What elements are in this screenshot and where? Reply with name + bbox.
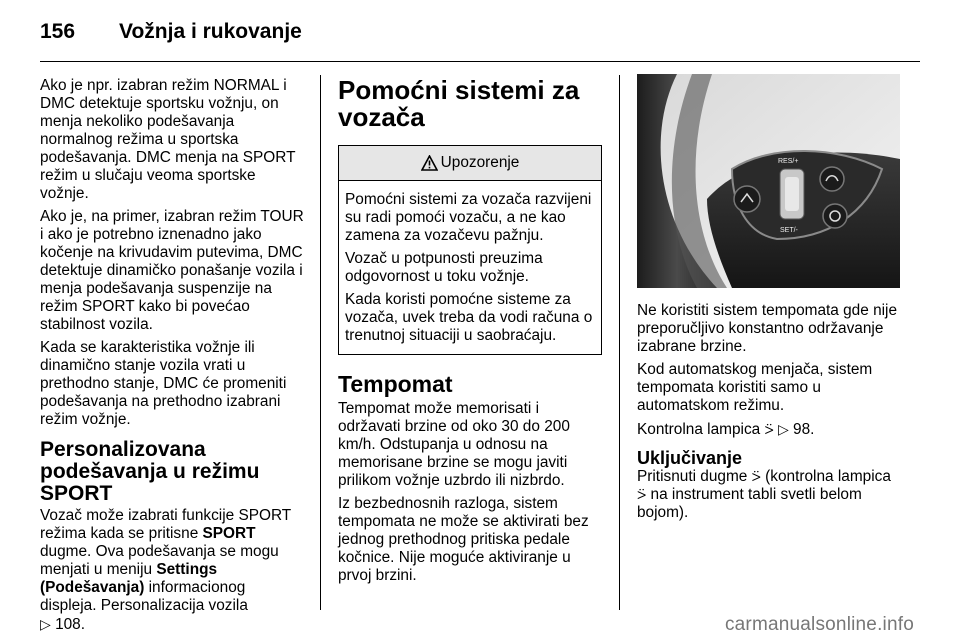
header-rule bbox=[40, 61, 920, 62]
steering-wheel-photo bbox=[637, 74, 900, 288]
paragraph: Kada se karakteristika vožnje ili dinamično stanje vozila vrati u prethodno stanje, DMC će promeniti podešavanja na prethodno izabrani režim vožnje. bbox=[40, 339, 287, 428]
page-ref-icon: ▷ bbox=[40, 616, 51, 632]
page-number: 156 bbox=[40, 20, 76, 43]
paragraph: Ako je npr. izabran režim NORMAL i DMC detektuje sportsku vožnju, on menja nekoliko podešavanja normalnog režima u sportska podešavanja. DMC menja na SPORT režim u slučaju veoma sportske vožnje. bbox=[40, 77, 296, 202]
warning-header bbox=[339, 146, 601, 181]
page-reference[interactable]: 98. bbox=[793, 421, 815, 438]
column-divider-2 bbox=[619, 75, 620, 610]
subsection-heading: Tempomat bbox=[338, 371, 453, 397]
cruise-lamp-icon: ⍩ bbox=[637, 486, 647, 503]
column-divider-1 bbox=[320, 75, 321, 610]
cruise-cancel-button[interactable] bbox=[734, 186, 760, 212]
paragraph: Kod automatskog menjača, sistem tempomata koristiti samo u automatskom režimu. bbox=[637, 361, 873, 414]
section-heading: Personalizovana podešavanja u režimu SPORT bbox=[40, 438, 260, 505]
column-left bbox=[40, 77, 306, 639]
cruise-lamp-icon: ⍩ bbox=[764, 421, 774, 438]
warning-icon bbox=[421, 155, 438, 171]
set-label: SET/- bbox=[780, 227, 798, 234]
column-middle bbox=[338, 77, 602, 590]
page-reference[interactable]: 108. bbox=[55, 616, 86, 633]
cruise-control-icon: ⍩ bbox=[751, 468, 761, 485]
paragraph: Pomoćni sistemi za vozača razvijeni su radi pomoći vozaču, a ne kao zamena za vozačevu pažnju. bbox=[345, 191, 592, 244]
column-right bbox=[637, 302, 901, 527]
paragraph: Kontrolna lampica ⍩ ▷ 98. bbox=[637, 421, 815, 438]
page-ref-icon: ▷ bbox=[777, 421, 789, 437]
paragraph: Pritisnuti dugme ⍩ (kontrolna lampica ⍩ na instrument tabli svetli belom bojom). bbox=[637, 468, 891, 521]
warning-box bbox=[338, 145, 602, 355]
section-heading: Pomoćni sistemi za vozača bbox=[338, 75, 580, 132]
speed-limiter-button[interactable] bbox=[823, 204, 847, 228]
paragraph: Ne koristiti sistem tempomata gde nije preporučljivo konstantno održavanje izabrane brzine. bbox=[637, 302, 898, 355]
settings-label: Settings (Podešavanja) bbox=[40, 561, 218, 596]
sport-label: SPORT bbox=[202, 525, 256, 542]
paragraph: Vozač može izabrati funkcije SPORT režima kada se pritisne SPORT dugme. Ova podešavanja se mogu menjati u meniju Settings (Podešavanja) informacionog displeja. Personalizacija vozila ▷ 108. bbox=[40, 507, 291, 633]
warning-title: Upozorenje bbox=[440, 154, 520, 171]
watermark: carmanualsonline.info bbox=[724, 614, 914, 635]
section-heading: Uključivanje bbox=[637, 448, 743, 468]
page-title: Vožnja i rukovanje bbox=[119, 20, 302, 43]
cruise-on-button[interactable] bbox=[820, 167, 844, 191]
paragraph: Ako je, na primer, izabran režim TOUR i ako je potrebno iznenadno jako kočenje na krivudavim putevima, DMC detektuje dinamičko ponašanje vozila i menja podešavanja suspenzije na režim SPORT kako bi povećao stabilnost vozila. bbox=[40, 208, 304, 333]
paragraph: Iz bezbednosnih razloga, sistem tempomata ne može se aktivirati bez jednog prethodnog pritiska pedale kočnice. Nije moguće aktiviranje u prvoj brzini. bbox=[338, 495, 589, 584]
paragraph: Vozač u potpunosti preuzima odgovornost u toku vožnje. bbox=[345, 250, 543, 285]
paragraph: Tempomat može memorisati i održavati brzine od oko 30 do 200 km/h. Odstupanja u odnosu na memorisane brzine se mogu javiti prilikom vožnje uzbrdo ili nizbrdo. bbox=[338, 400, 570, 489]
paragraph: Kada koristi pomoćne sisteme za vozača, uvek treba da vodi računa o trenutnoj situaciji u saobraćaju. bbox=[345, 291, 593, 344]
res-label: RES/+ bbox=[778, 158, 799, 165]
